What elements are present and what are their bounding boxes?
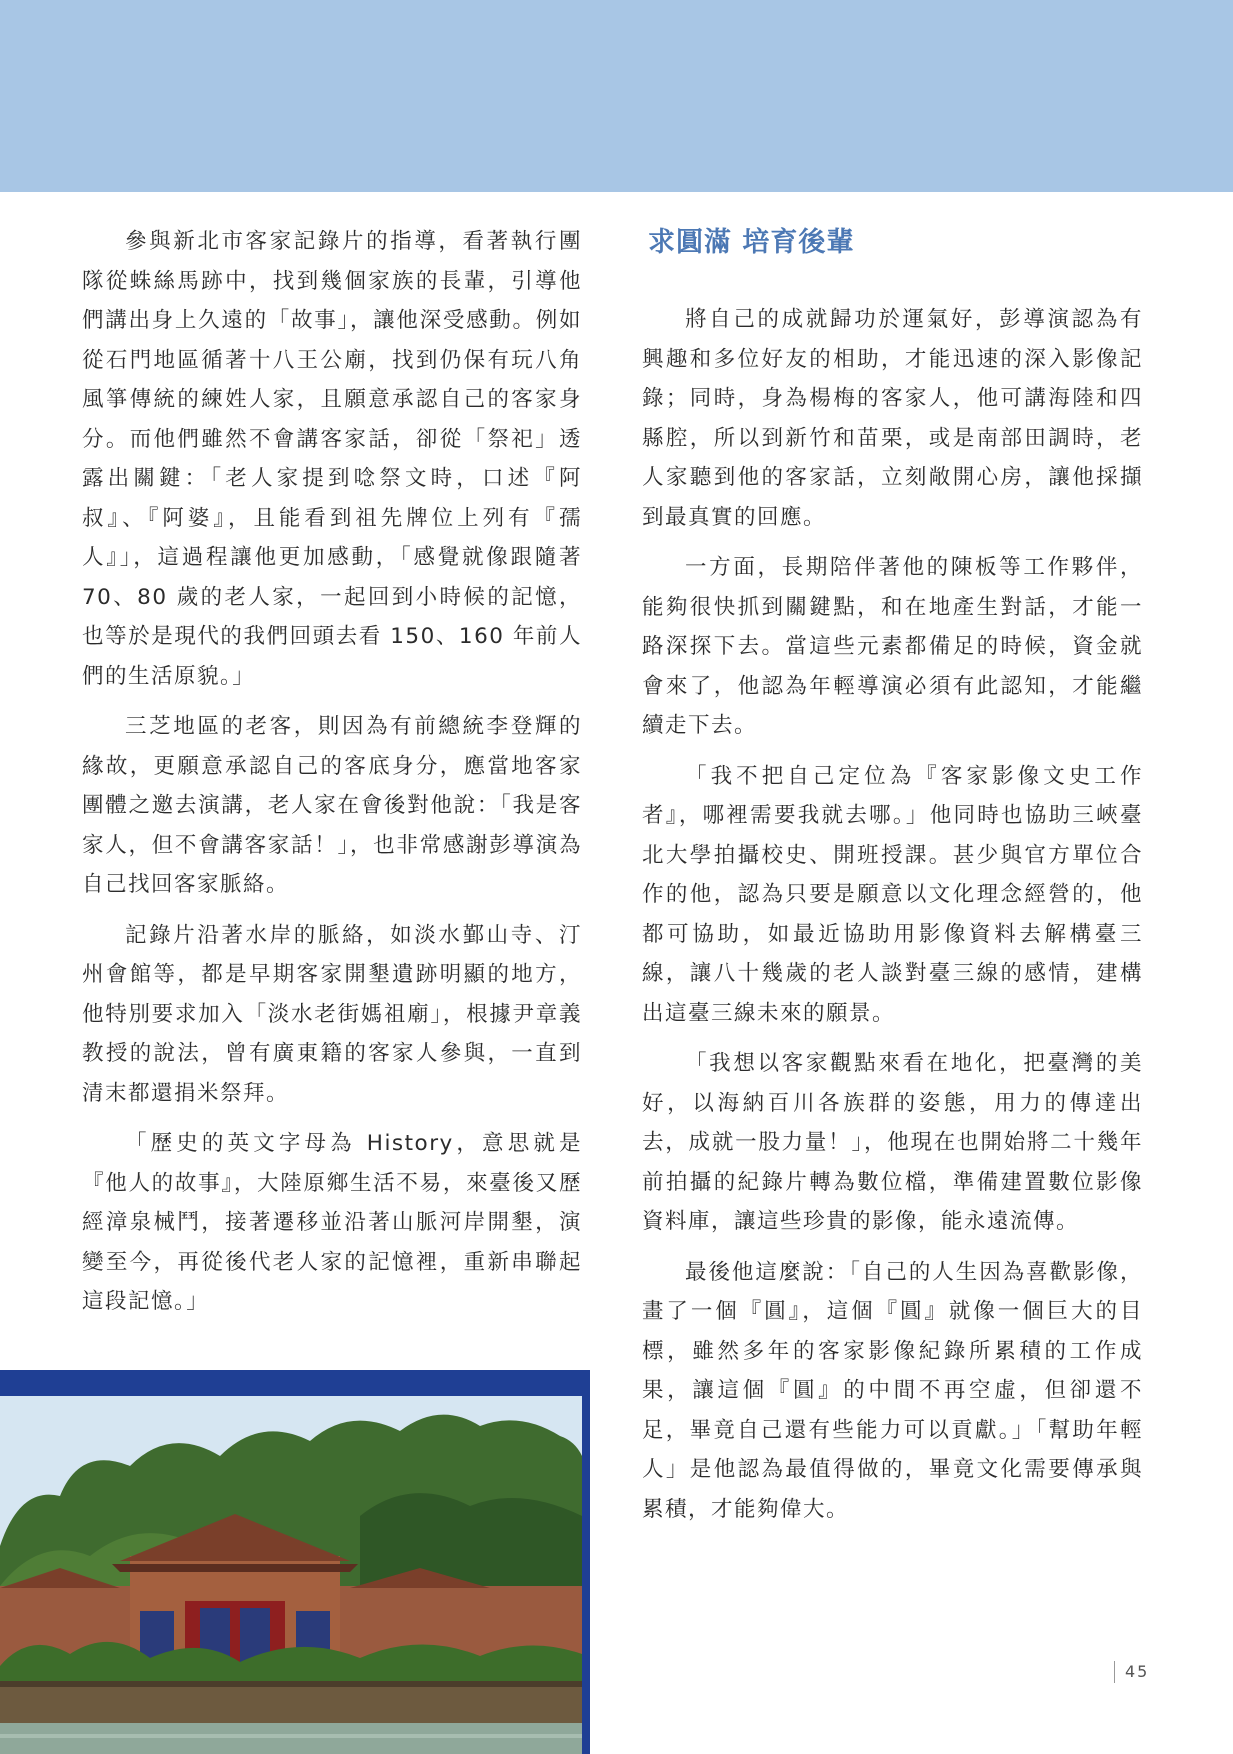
section-heading: 求圓滿 培育後輩	[648, 227, 855, 258]
paragraph: 參與新北市客家記錄片的指導，看著執行團隊從蛛絲馬跡中，找到幾個家族的長輩，引導他們講出身上久遠的「故事」，讓他深受感動。例如從石門地區循著十八王公廟，找到仍保有玩八角風箏傳統的練姓人家，且願意承認自己的客家身分。而他們雖然不會講客家話，卻從「祭祀」透露出關鍵：「老人家提到唸祭文時，口述『阿叔』、『阿婆』，且能看到祖先牌位上列有『孺人』」，這過程讓他更加感動，「感覺就像跟隨著 70、80 歲的老人家，一起回到小時候的記憶，也等於是現代的我們回頭去看 150、160 年前人們的生活原貌。」	[82, 229, 582, 689]
paragraph: 「我不把自己定位為『客家影像文史工作者』，哪裡需要我就去哪。」他同時也協助三峽臺北大學拍攝校史、開班授課。甚少與官方單位合作的他，認為只要是願意以文化理念經營的，他都可協助，如最近協助用影像資料去解構臺三線，讓八十幾歲的老人談對臺三線的感情，建構出這臺三線未來的願景。	[642, 763, 1143, 1026]
paragraph: 將自己的成就歸功於運氣好，彭導演認為有興趣和多位好友的相助，才能迅速的深入影像記錄；同時，身為楊梅的客家人，他可講海陸和四縣腔，所以到新竹和苗栗，或是南部田調時，老人家聽到他的客家話，立刻敞開心房，讓他採擷到最真實的回應。	[642, 307, 1143, 530]
paragraph: 三芝地區的老客，則因為有前總統李登輝的緣故，更願意承認自己的客底身分，應當地客家團體之邀去演講，老人家在會後對他說：「我是客家人，但不會講客家話！」，也非常感謝彭導演為自己找回客家脈絡。	[82, 714, 582, 897]
paragraph: 記錄片沿著水岸的脈絡，如淡水鄞山寺、汀州會館等，都是早期客家開墾遺跡明顯的地方，他特別要求加入「淡水老街媽祖廟」，根據尹章義教授的說法，曾有廣東籍的客家人參與，一直到清末都還捐米祭拜。	[82, 922, 582, 1106]
photo-frame	[0, 1370, 590, 1754]
paragraph: 「我想以客家觀點來看在地化，把臺灣的美好，以海納百川各族群的姿態，用力的傳達出去，成就一股力量！」，他現在也開始將二十幾年前拍攝的紀錄片轉為數位檔，準備建置數位影像資料庫，讓這些珍貴的影像，能永遠流傳。	[642, 1051, 1143, 1234]
right-text-column	[642, 300, 1143, 1540]
temple-photo	[0, 1396, 582, 1754]
paragraph: 最後他這麼說：「自己的人生因為喜歡影像，畫了一個『圓』，這個『圓』就像一個巨大的目標，雖然多年的客家影像紀錄所累積的工作成果，讓這個『圓』的中間不再空虛，但卻還不足，畢竟自己還有些能力可以貢獻。」「幫助年輕人」是他認為最值得做的，畢竟文化需要傳承與累積，才能夠偉大。	[642, 1259, 1143, 1522]
top-color-band	[0, 0, 1233, 192]
page-number: 45	[1114, 1661, 1149, 1683]
paragraph: 「歷史的英文字母為 History，意思就是『他人的故事』，大陸原鄉生活不易，來臺後又歷經漳泉械鬥，接著遷移並沿著山脈河岸開墾，演變至今，再從後代老人家的記憶裡，重新串聯起這段記憶。」	[82, 1131, 582, 1314]
paragraph: 一方面，長期陪伴著他的陳板等工作夥伴，能夠很快抓到關鍵點，和在地產生對話，才能一路深探下去。當這些元素都備足的時候，資金就會來了，他認為年輕導演必須有此認知，才能繼續走下去。	[642, 555, 1143, 738]
left-text-column	[82, 222, 582, 1333]
